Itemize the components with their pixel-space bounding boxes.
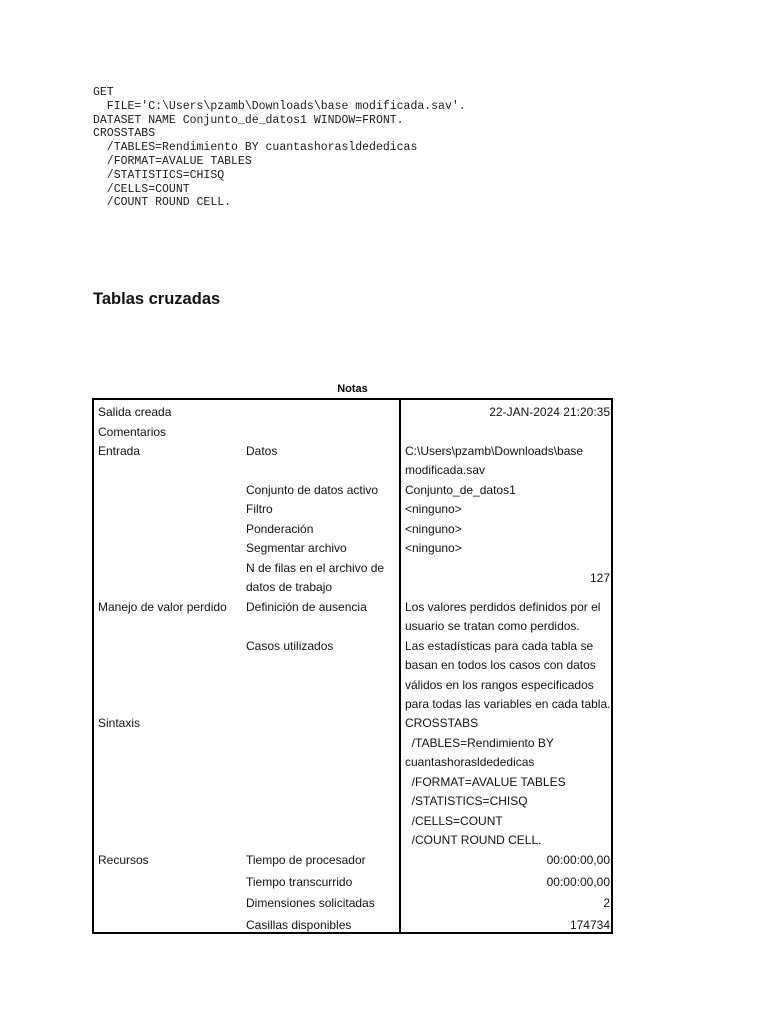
label-filtro: Filtro bbox=[246, 502, 273, 516]
value-sintaxis-line6: /CELLS=COUNT bbox=[405, 814, 503, 828]
value-casos-line2: basan en todos los casos con datos bbox=[405, 658, 596, 672]
label-entrada: Entrada bbox=[98, 444, 141, 458]
value-segmentar: <ninguno> bbox=[405, 541, 462, 555]
label-definicion: Definición de ausencia bbox=[246, 600, 367, 614]
label-manejo: Manejo de valor perdido bbox=[98, 600, 227, 614]
label-comentarios: Comentarios bbox=[98, 425, 167, 439]
section-title: Tablas cruzadas bbox=[93, 290, 221, 308]
syntax-line: /STATISTICS=CHISQ bbox=[93, 168, 225, 182]
syntax-line: GET bbox=[93, 86, 114, 99]
syntax-block bbox=[93, 86, 466, 210]
label-nfilas-line2: datos de trabajo bbox=[246, 580, 333, 594]
notes-table-title: Notas bbox=[337, 383, 368, 395]
syntax-line: CROSSTABS bbox=[93, 127, 156, 141]
value-nfilas: 127 bbox=[589, 571, 610, 585]
value-sintaxis-line1: CROSSTABS bbox=[405, 716, 479, 730]
syntax-line: /CELLS=COUNT bbox=[93, 182, 190, 196]
value-datos-line1: C:\Users\pzamb\Downloads\base bbox=[405, 444, 584, 458]
label-nfilas-line1: N de filas en el archivo de bbox=[246, 561, 385, 575]
value-definicion-line2: usuario se tratan como perdidos. bbox=[405, 619, 580, 633]
label-segmentar: Segmentar archivo bbox=[246, 541, 347, 555]
value-filtro: <ninguno> bbox=[405, 502, 462, 516]
label-dimensiones: Dimensiones solicitadas bbox=[246, 896, 375, 910]
value-casos-line1: Las estadísticas para cada tabla se bbox=[405, 639, 594, 653]
syntax-line: /FORMAT=AVALUE TABLES bbox=[93, 154, 252, 168]
value-sintaxis-line3: cuantashorasldededicas bbox=[405, 755, 535, 769]
notes-table bbox=[92, 398, 613, 934]
label-casillas: Casillas disponibles bbox=[246, 918, 352, 932]
value-sintaxis-line2: /TABLES=Rendimiento BY bbox=[405, 736, 554, 750]
value-dimensiones: 2 bbox=[603, 896, 610, 910]
value-datos-line2: modificada.sav bbox=[405, 463, 486, 477]
value-salida-creada: 22-JAN-2024 21:20:35 bbox=[489, 405, 610, 419]
value-ponderacion: <ninguno> bbox=[405, 522, 462, 536]
value-definicion-line1: Los valores perdidos definidos por el bbox=[405, 600, 601, 614]
value-sintaxis-line4: /FORMAT=AVALUE TABLES bbox=[405, 775, 566, 789]
label-recursos: Recursos bbox=[98, 853, 149, 867]
value-tiempo-transcurrido: 00:00:00,00 bbox=[546, 875, 610, 889]
label-ponderacion: Ponderación bbox=[246, 522, 314, 536]
syntax-line: FILE='C:\Users\pzamb\Downloads\base modificada.sav'. bbox=[93, 99, 466, 113]
value-sintaxis-line7: /COUNT ROUND CELL. bbox=[405, 833, 542, 847]
label-tiempo-procesador: Tiempo de procesador bbox=[246, 853, 366, 867]
value-sintaxis-line5: /STATISTICS=CHISQ bbox=[405, 794, 528, 808]
label-sintaxis: Sintaxis bbox=[98, 716, 141, 730]
syntax-line: /TABLES=Rendimiento BY cuantashorasldededicas bbox=[93, 141, 418, 155]
value-conjunto: Conjunto_de_datos1 bbox=[405, 483, 516, 497]
column-divider bbox=[399, 400, 401, 932]
value-casos-line4: para todas las variables en cada tabla. bbox=[405, 697, 611, 711]
syntax-line: DATASET NAME Conjunto_de_datos1 WINDOW=FRONT. bbox=[93, 113, 404, 127]
value-casos-line3: válidos en los rangos especificados bbox=[405, 678, 594, 692]
label-casos: Casos utilizados bbox=[246, 639, 334, 653]
syntax-line: /COUNT ROUND CELL. bbox=[93, 196, 232, 210]
label-tiempo-transcurrido: Tiempo transcurrido bbox=[246, 875, 353, 889]
label-datos: Datos bbox=[246, 444, 278, 458]
value-casillas: 174734 bbox=[569, 918, 610, 932]
label-conjunto: Conjunto de datos activo bbox=[246, 483, 379, 497]
label-salida-creada: Salida creada bbox=[98, 405, 172, 419]
value-tiempo-procesador: 00:00:00,00 bbox=[546, 853, 610, 867]
